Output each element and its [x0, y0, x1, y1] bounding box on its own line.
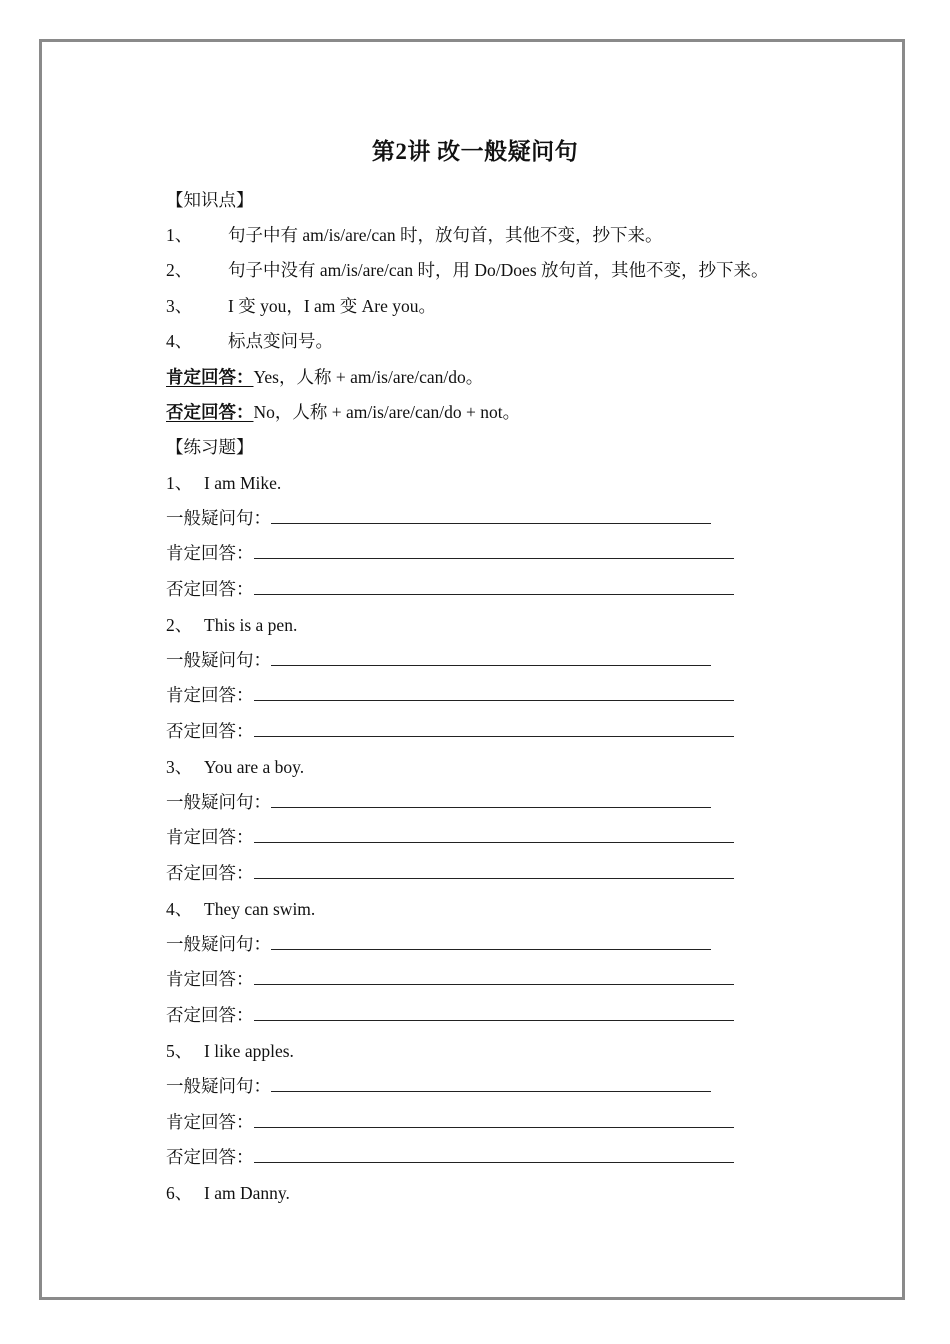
question-label: 一般疑问句： — [166, 792, 271, 812]
exercise-text: They can swim. — [204, 899, 316, 919]
negative-label: 否定回答： — [166, 1005, 254, 1025]
negative-rule-label: 否定回答： — [166, 402, 254, 422]
positive-line — [166, 1110, 734, 1134]
knowledge-point — [166, 258, 769, 282]
negative-line — [166, 861, 734, 885]
exercise-sentence — [166, 613, 297, 637]
answer-blank[interactable] — [254, 720, 734, 737]
answer-blank[interactable] — [254, 826, 734, 843]
exercise-sentence — [166, 755, 304, 779]
point-number: 3、 — [166, 296, 193, 316]
negative-label: 否定回答： — [166, 579, 254, 599]
answer-blank[interactable] — [254, 862, 734, 879]
negative-label: 否定回答： — [166, 721, 254, 741]
exercise-number: 4、 — [166, 899, 193, 919]
page-title: 第2讲 改一般疑问句 — [371, 139, 579, 164]
positive-label: 肯定回答： — [166, 543, 254, 563]
positive-line — [166, 967, 734, 991]
answer-blank[interactable] — [254, 1111, 734, 1128]
answer-blank[interactable] — [271, 791, 711, 808]
negative-line — [166, 1145, 734, 1169]
exercise-number: 5、 — [166, 1041, 193, 1061]
negative-label: 否定回答： — [166, 1147, 254, 1167]
positive-line — [166, 683, 734, 707]
question-line — [166, 790, 711, 814]
question-label: 一般疑问句： — [166, 1076, 271, 1096]
point-number: 2、 — [166, 260, 193, 280]
exercise-text: I am Danny. — [204, 1183, 290, 1203]
point-text: 标点变问号。 — [228, 331, 333, 351]
question-label: 一般疑问句： — [166, 508, 271, 528]
exercise-sentence — [166, 1039, 294, 1063]
exercise-sentence — [166, 471, 281, 495]
positive-rule-text: Yes，人称 + am/is/are/can/do。 — [253, 367, 484, 387]
exercise-number: 6、 — [166, 1183, 193, 1203]
question-label: 一般疑问句： — [166, 650, 271, 670]
answer-blank[interactable] — [254, 1004, 734, 1021]
exercise-number: 3、 — [166, 757, 193, 777]
exercise-text: This is a pen. — [204, 615, 298, 635]
knowledge-point — [166, 294, 436, 318]
negative-line — [166, 719, 734, 743]
negative-line — [166, 577, 734, 601]
positive-label: 肯定回答： — [166, 827, 254, 847]
exercise-number: 2、 — [166, 615, 193, 635]
answer-blank[interactable] — [271, 649, 711, 666]
exercise-text: You are a boy. — [204, 757, 305, 777]
positive-label: 肯定回答： — [166, 969, 254, 989]
answer-blank[interactable] — [254, 1146, 734, 1163]
exercise-text: I like apples. — [204, 1041, 294, 1061]
answer-blank[interactable] — [271, 1075, 711, 1092]
exercise-text: I am Mike. — [204, 473, 282, 493]
positive-line — [166, 825, 734, 849]
negative-rule-text: No，人称 + am/is/are/can/do + not。 — [253, 402, 521, 422]
answer-blank[interactable] — [254, 542, 734, 559]
answer-blank[interactable] — [271, 507, 711, 524]
negative-line — [166, 1003, 734, 1027]
point-number: 4、 — [166, 331, 193, 351]
positive-rule-label: 肯定回答： — [166, 367, 254, 387]
question-line — [166, 506, 711, 530]
negative-rule — [166, 400, 520, 424]
positive-line — [166, 541, 734, 565]
positive-rule — [166, 365, 483, 389]
knowledge-point — [166, 223, 663, 247]
answer-blank[interactable] — [254, 684, 734, 701]
answer-blank[interactable] — [271, 933, 711, 950]
positive-label: 肯定回答： — [166, 685, 254, 705]
answer-blank[interactable] — [254, 578, 734, 595]
knowledge-point — [166, 329, 333, 353]
answer-blank[interactable] — [254, 968, 734, 985]
point-number: 1、 — [166, 225, 193, 245]
positive-label: 肯定回答： — [166, 1112, 254, 1132]
point-text: 句子中有 am/is/are/can 时，放句首，其他不变，抄下来。 — [228, 225, 663, 245]
question-line — [166, 648, 711, 672]
exercise-number: 1、 — [166, 473, 193, 493]
exercise-sentence — [166, 1181, 290, 1205]
point-text: 句子中没有 am/is/are/can 时，用 Do/Does 放句首，其他不变，抄下来。 — [228, 260, 769, 280]
knowledge-header: 【知识点】 — [166, 190, 254, 210]
question-line — [166, 1074, 711, 1098]
question-label: 一般疑问句： — [166, 934, 271, 954]
point-text: I 变 you，I am 变 Are you。 — [228, 296, 437, 316]
negative-label: 否定回答： — [166, 863, 254, 883]
exercise-sentence — [166, 897, 315, 921]
exercises-header: 【练习题】 — [166, 437, 254, 457]
question-line — [166, 932, 711, 956]
